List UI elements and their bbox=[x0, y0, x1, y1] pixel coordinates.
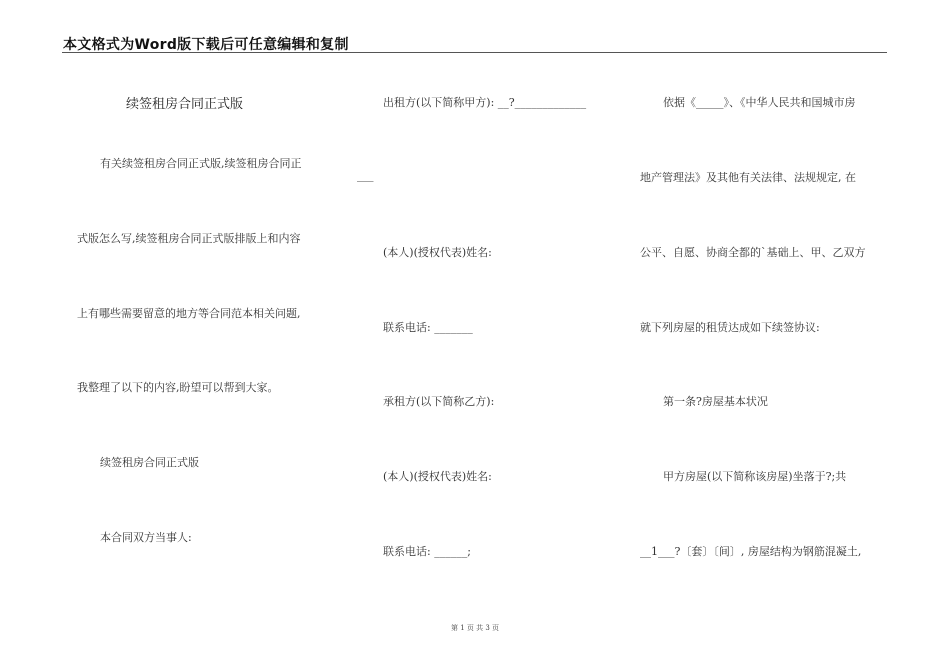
paragraph-line: 甲方房屋(以下简称该房屋)坐落于?;共 bbox=[663, 470, 847, 483]
header-divider bbox=[62, 52, 887, 53]
paragraph-line: 依据《_____》、《中华人民共和国城市房 bbox=[663, 96, 856, 109]
lessor-name-line: (本人)(授权代表)姓名: bbox=[383, 246, 492, 259]
lessor-line: 出租方(以下简称甲方): __?_____________ bbox=[383, 96, 587, 109]
paragraph-line: 式版怎么写,续签租房合同正式版排版上和内容 bbox=[77, 232, 301, 245]
paragraph-line: 上有哪些需要留意的地方等合同范本相关问题, bbox=[77, 307, 301, 320]
paragraph-line: 就下列房屋的租赁达成如下续签协议: bbox=[640, 321, 820, 334]
section-heading: 续签租房合同正式版 bbox=[100, 456, 199, 469]
article-heading: 第一条?房屋基本状况 bbox=[663, 395, 768, 408]
page-number: 第 1 页 共 3 页 bbox=[450, 624, 500, 632]
paragraph-line: __1___?〔套〕〔间〕, 房屋结构为钢筋混凝土, bbox=[640, 545, 862, 558]
download-banner: 本文格式为Word版下载后可任意编辑和复制 bbox=[63, 37, 349, 53]
lessee-line: 承租方(以下简称乙方): bbox=[383, 395, 495, 408]
lessee-name-line: (本人)(授权代表)姓名: bbox=[383, 470, 492, 483]
lessor-phone-line: 联系电话: _______ bbox=[383, 321, 473, 334]
paragraph-line: 地产管理法》及其他有关法律、法规规定, 在 bbox=[640, 171, 856, 184]
paragraph-line: 有关续签租房合同正式版,续签租房合同正 bbox=[100, 157, 302, 170]
paragraph-line: 本合同双方当事人: bbox=[100, 531, 192, 544]
blank-line: ___ bbox=[357, 169, 374, 182]
paragraph-line: 公平、自愿、协商全都的`基础上、甲、乙双方 bbox=[640, 246, 866, 259]
paragraph-line: 我整理了以下的内容,盼望可以帮到大家。 bbox=[77, 381, 279, 394]
lessee-phone-line: 联系电话: ______; bbox=[383, 545, 471, 558]
document-title: 续签租房合同正式版 bbox=[126, 97, 244, 112]
